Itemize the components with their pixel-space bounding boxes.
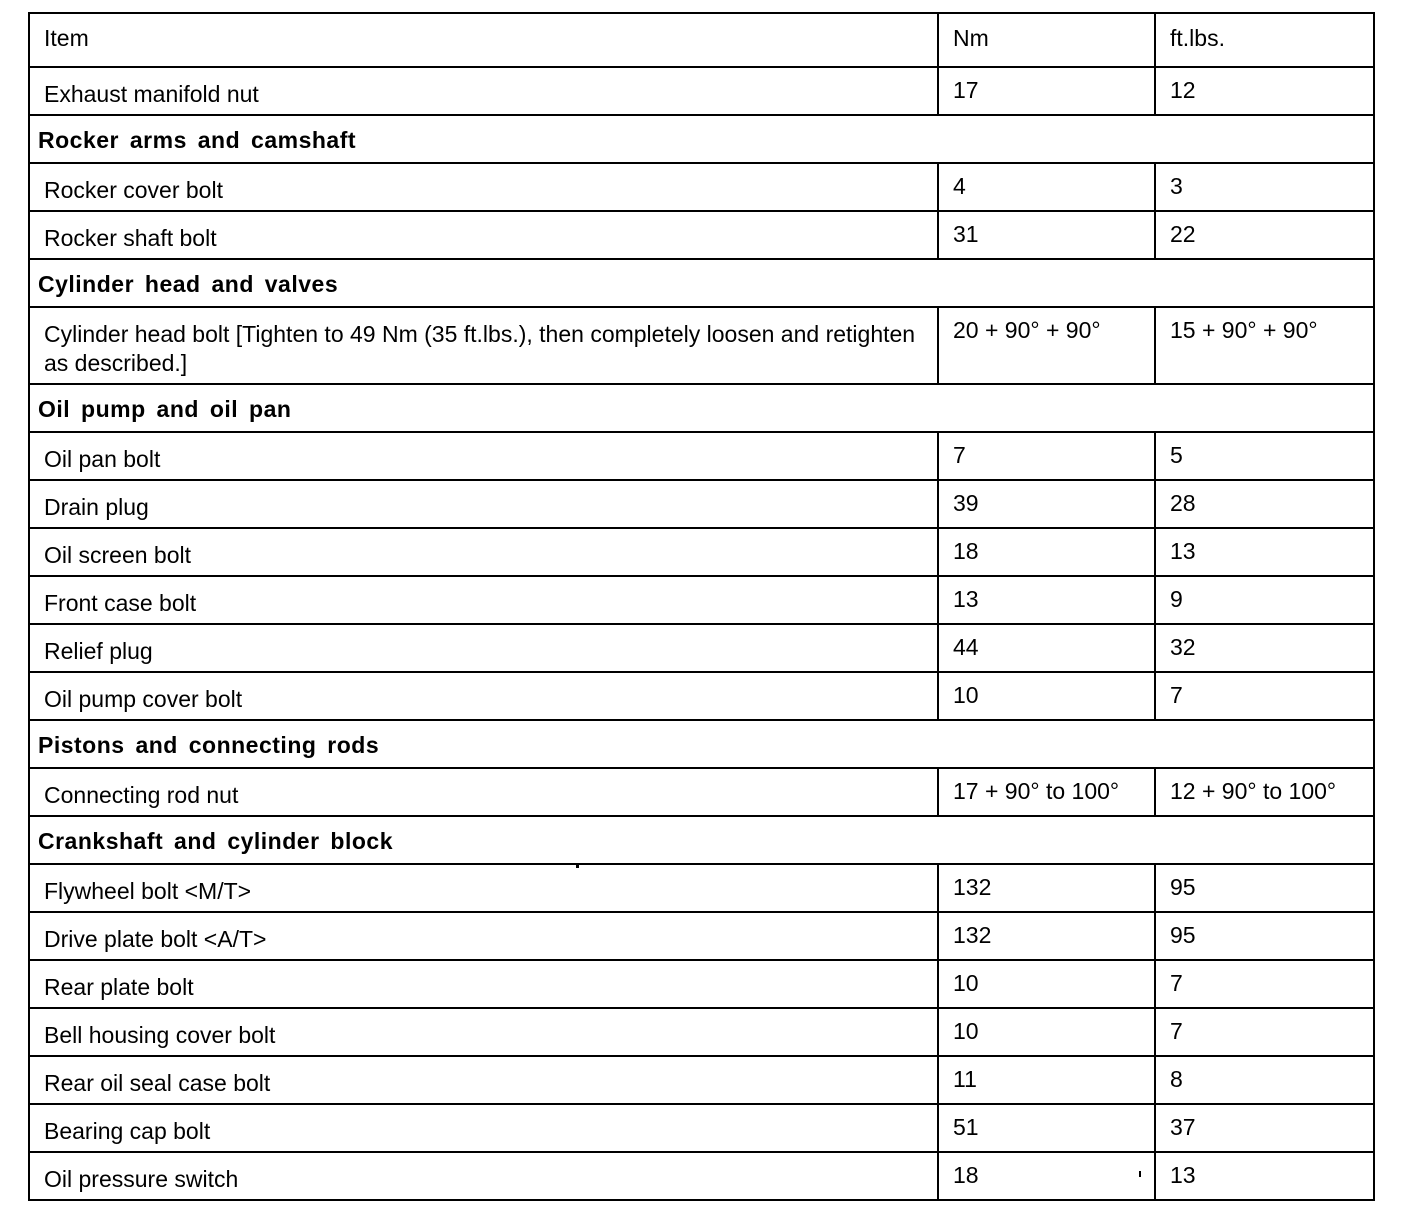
- header-item: Item: [29, 13, 938, 67]
- ftlbs-cell: 37: [1155, 1104, 1374, 1152]
- item-cell: Drain plug: [29, 480, 938, 528]
- table-row: [29, 912, 1374, 960]
- table-row: [29, 211, 1374, 259]
- item-cell: Oil pump cover bolt: [29, 672, 938, 720]
- header-ftlbs: ft.lbs.: [1155, 13, 1374, 67]
- section-title: Oil pump and oil pan: [29, 384, 1374, 432]
- table-row: [29, 528, 1374, 576]
- item-cell: Flywheel bolt <M/T>: [29, 864, 938, 912]
- table-row: [29, 1008, 1374, 1056]
- table-row: [29, 768, 1374, 816]
- nm-cell: 10: [938, 1008, 1155, 1056]
- nm-cell: 17: [938, 67, 1155, 115]
- ftlbs-cell: 12: [1155, 67, 1374, 115]
- ftlbs-cell: 13: [1155, 528, 1374, 576]
- nm-cell: 18: [938, 528, 1155, 576]
- table-row: [29, 1104, 1374, 1152]
- scan-speck: [1139, 1171, 1141, 1177]
- ftlbs-cell: 95: [1155, 864, 1374, 912]
- section-row: [29, 259, 1374, 307]
- ftlbs-cell: 12 + 90° to 100°: [1155, 768, 1374, 816]
- section-row: [29, 720, 1374, 768]
- nm-cell: 18: [938, 1152, 1155, 1200]
- section-row: [29, 816, 1374, 864]
- ftlbs-cell: 7: [1155, 1008, 1374, 1056]
- nm-cell: 39: [938, 480, 1155, 528]
- nm-cell: 132: [938, 864, 1155, 912]
- item-cell: Rear plate bolt: [29, 960, 938, 1008]
- ftlbs-cell: 3: [1155, 163, 1374, 211]
- item-cell: Oil pan bolt: [29, 432, 938, 480]
- item-cell: Cylinder head bolt [Tighten to 49 Nm (35 ft.lbs.), then completely loosen and retighten as described.]: [29, 307, 938, 384]
- section-title: Crankshaft and cylinder block: [29, 816, 1374, 864]
- table-row: [29, 576, 1374, 624]
- nm-cell: 132: [938, 912, 1155, 960]
- table-row: [29, 480, 1374, 528]
- ftlbs-cell: 7: [1155, 960, 1374, 1008]
- section-title: Rocker arms and camshaft: [29, 115, 1374, 163]
- scan-speck: [576, 865, 579, 868]
- section-title: Cylinder head and valves: [29, 259, 1374, 307]
- table-row: [29, 864, 1374, 912]
- ftlbs-cell: 22: [1155, 211, 1374, 259]
- item-cell: Exhaust manifold nut: [29, 67, 938, 115]
- ftlbs-cell: 5: [1155, 432, 1374, 480]
- table-row: [29, 163, 1374, 211]
- item-cell: Rocker cover bolt: [29, 163, 938, 211]
- nm-cell: 4: [938, 163, 1155, 211]
- ftlbs-cell: 13: [1155, 1152, 1374, 1200]
- ftlbs-cell: 15 + 90° + 90°: [1155, 307, 1374, 384]
- nm-cell: 13: [938, 576, 1155, 624]
- table-row: [29, 1056, 1374, 1104]
- ftlbs-cell: 8: [1155, 1056, 1374, 1104]
- section-row: [29, 115, 1374, 163]
- table-row: [29, 432, 1374, 480]
- item-cell: Relief plug: [29, 624, 938, 672]
- table-row: [29, 307, 1374, 384]
- nm-cell: 44: [938, 624, 1155, 672]
- table-body: [29, 13, 1374, 1200]
- item-cell: Front case bolt: [29, 576, 938, 624]
- item-cell: Bearing cap bolt: [29, 1104, 938, 1152]
- section-row: [29, 384, 1374, 432]
- table-row: [29, 67, 1374, 115]
- ftlbs-cell: 7: [1155, 672, 1374, 720]
- nm-cell: 7: [938, 432, 1155, 480]
- nm-cell: 10: [938, 672, 1155, 720]
- nm-cell: 11: [938, 1056, 1155, 1104]
- item-cell: Drive plate bolt <A/T>: [29, 912, 938, 960]
- nm-cell: 51: [938, 1104, 1155, 1152]
- table-row: [29, 672, 1374, 720]
- ftlbs-cell: 95: [1155, 912, 1374, 960]
- table-row: [29, 624, 1374, 672]
- nm-cell: 10: [938, 960, 1155, 1008]
- nm-cell: 17 + 90° to 100°: [938, 768, 1155, 816]
- item-cell: Connecting rod nut: [29, 768, 938, 816]
- ftlbs-cell: 9: [1155, 576, 1374, 624]
- table-row: [29, 960, 1374, 1008]
- item-cell: Bell housing cover bolt: [29, 1008, 938, 1056]
- torque-spec-table: [28, 12, 1375, 1201]
- item-cell: Rear oil seal case bolt: [29, 1056, 938, 1104]
- nm-cell: 31: [938, 211, 1155, 259]
- section-title: Pistons and connecting rods: [29, 720, 1374, 768]
- item-cell: Oil pressure switch: [29, 1152, 938, 1200]
- table-header-row: [29, 13, 1374, 67]
- item-cell: Rocker shaft bolt: [29, 211, 938, 259]
- item-cell: Oil screen bolt: [29, 528, 938, 576]
- nm-cell: 20 + 90° + 90°: [938, 307, 1155, 384]
- ftlbs-cell: 28: [1155, 480, 1374, 528]
- ftlbs-cell: 32: [1155, 624, 1374, 672]
- header-nm: Nm: [938, 13, 1155, 67]
- table-row: [29, 1152, 1374, 1200]
